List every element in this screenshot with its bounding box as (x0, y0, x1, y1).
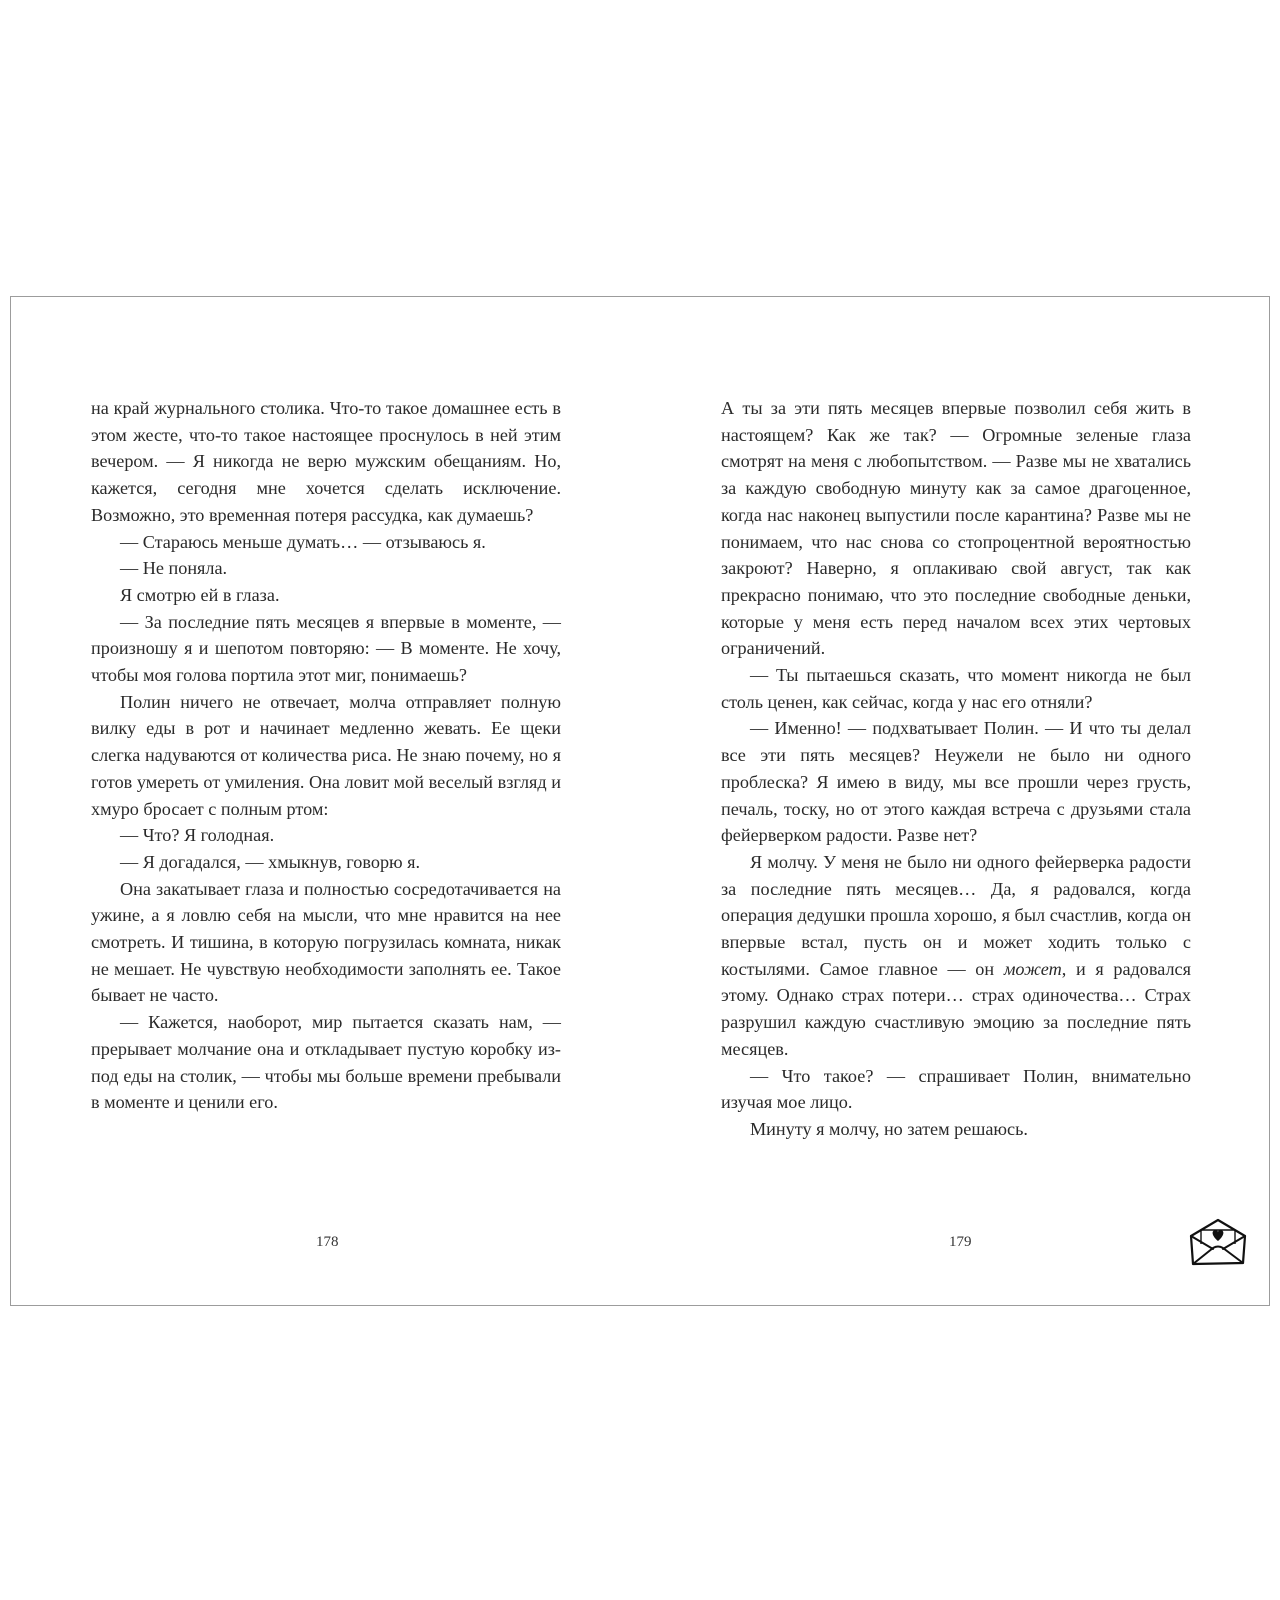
paragraph: — Я догадался, — хмыкнув, говорю я. (120, 851, 421, 872)
paragraph: — Что такое? — спрашивает Полин, внимательно изучая мое лицо. (721, 1065, 1191, 1113)
book-spread (10, 296, 1270, 1306)
paragraph: Полин ничего не отвечает, молча отправляет полную вилку еды в рот и начинает медленно жевать. Ее щеки слегка надуваются от количества риса. Не знаю почему, но я готов умереть от умиления. Она ловит мой веселый взгляд и хмуро бросает с полным ртом: (91, 691, 561, 819)
paragraph: — Не поняла. (120, 558, 228, 579)
paragraph: — Ты пытаешься сказать, что момент никогда не был столь ценен, как сейчас, когда у нас его отняли? (721, 665, 1191, 712)
right-page-text (721, 395, 1191, 1143)
paragraph: А ты за эти пять месяцев впервые позволил себя жить в настоящем? Как же так? — Огромные зеленые глаза смотрят на меня с любопытством. — Разве мы не хватались за каждую свободную минуту как за самое драгоценное, когда нас наконец выпустили после карантина? Разве мы не понимаем, что нас снова со стопроцентной вероятностью закроют? Наверно, я оплакиваю свой август, так как прекрасно понимаю, что это последние свободные деньки, которые у меня есть перед началом всех этих чертовых ограничений. (721, 398, 1191, 659)
paragraph: на край журнального столика. Что-то такое домашнее есть в этом жесте, что-то такое настоящее проснулось в ней этим вечером. — Я никогда не верю мужским обещаниям. Но, кажется, сегодня мне хочется сделать исключение. Возможно, это временная потеря рассудка, как думаешь? (91, 398, 561, 525)
paragraph (721, 849, 1191, 1063)
page-number-right: 179 (949, 1234, 972, 1250)
paragraph: — Стараюсь меньше думать… — отзываюсь я. (120, 531, 486, 552)
page-number-left: 178 (316, 1234, 339, 1250)
paragraph: Минуту я молчу, но затем решаюсь. (750, 1118, 1028, 1139)
paragraph: — Кажется, наоборот, мир пытается сказать нам, — прерывает молчание она и откладывает пустую коробку из-под еды на столик, — чтобы мы больше времени пребывали в моменте и ценили его. (91, 1012, 561, 1113)
paragraph: Она закатывает глаза и полностью сосредотачивается на ужине, а я ловлю себя на мысли, что мне нравится на нее смотреть. И тишина, в которую погрузилась комната, никак не мешает. Не чувствую необходимости заполнять ее. Такое бывает не часто. (91, 878, 561, 1006)
envelope-heart-icon (1187, 1216, 1249, 1268)
emphasis: может (1003, 958, 1062, 979)
paragraph: Я смотрю ей в глаза. (120, 584, 280, 605)
text-segment: , и я радовался этому. Однако страх потери… страх одиночества… Страх разрушил каждую счастливую эмоцию за последние пять месяцев. (721, 958, 1191, 1059)
paragraph: — Именно! — подхватывает Полин. — И что ты делал все эти пять месяцев? Неужели не было ни одного проблеска? Я имею в виду, мы все прошли через грусть, печаль, тоску, но от этого каждая встреча с друзьями стала фейерверком радости. Разве нет? (721, 718, 1191, 846)
paragraph: — Что? Я голодная. (120, 825, 275, 846)
paragraph: — За последние пять месяцев я впервые в моменте, — произношу я и шепотом повторяю: — В моменте. Не хочу, чтобы моя голова портила этот миг, понимаешь? (91, 611, 561, 686)
text-segment: Я молчу. У меня не было ни одного фейерверка радости за последние пять месяцев… Да, я радовался, когда операция дедушки прошла хорошо, я был счастлив, когда он впервые встал, пусть он и может ходить только с костылями. Самое главное — он (721, 851, 1191, 979)
left-page-text (91, 395, 561, 1116)
